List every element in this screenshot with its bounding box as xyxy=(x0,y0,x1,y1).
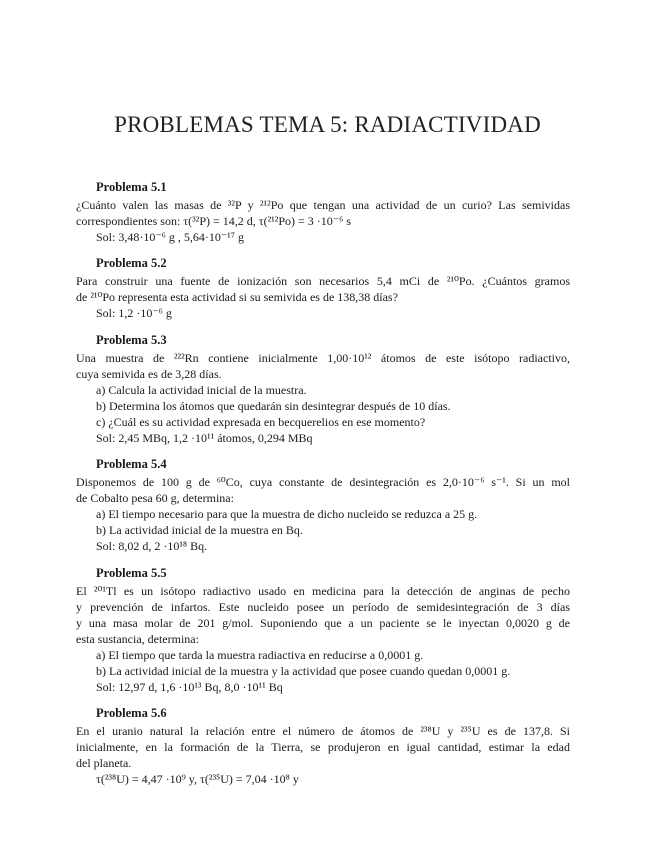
problem-text-line: del planeta. xyxy=(76,756,132,770)
problem-5-3 xyxy=(76,333,570,446)
solution-line: Sol: 12,97 d, 1,6 ·10¹³ Bq, 8,0 ·10¹¹ Bq xyxy=(96,680,283,694)
problem-title: Problema 5.4 xyxy=(96,457,167,471)
solution-line: Sol: 2,45 MBq, 1,2 ·10¹¹ átomos, 0,294 MBq xyxy=(96,431,313,445)
problem-5-1 xyxy=(76,180,570,245)
problem-title: Problema 5.5 xyxy=(96,566,167,580)
problem-text-line: esta sustancia, determina: xyxy=(76,632,199,646)
problem-5-2 xyxy=(76,256,570,321)
problem-text-line: inicialmente, en la formación de la Tierra, se produjeron en igual cantidad, estimar la edad xyxy=(76,740,570,754)
solution-line: Sol: 1,2 ·10⁻⁶ g xyxy=(96,306,172,320)
solution-line: Sol: 3,48·10⁻⁶ g , 5,64·10⁻¹⁷ g xyxy=(96,230,244,244)
problem-text-line: ¿Cuánto valen las masas de ³²P y ²¹²Po que tengan una actividad de un curio? Las semividas xyxy=(76,198,570,212)
problem-text-line: cuya semivida es de 3,28 días. xyxy=(76,367,222,381)
problem-text-line: y una masa molar de 201 g/mol. Suponiendo que a un paciente se le inyectan 0,0020 g de xyxy=(76,616,570,630)
question-item: a) El tiempo que tarda la muestra radiactiva en reducirse a 0,0001 g. xyxy=(96,648,424,662)
problem-5-5 xyxy=(76,566,570,695)
problem-title: Problema 5.1 xyxy=(96,180,167,194)
question-item: a) El tiempo necesario para que la muestra de dicho nucleido se reduzca a 25 g. xyxy=(96,507,478,521)
problem-text-line: de Cobalto pesa 60 g, determina: xyxy=(76,491,234,505)
problem-title: Problema 5.3 xyxy=(96,333,167,347)
problem-5-4 xyxy=(76,457,570,554)
problem-text-line: correspondientes son: τ(³²P) = 14,2 d, τ(²¹²Po) = 3 ·10⁻⁶ s xyxy=(76,214,351,228)
problem-text-line: Disponemos de 100 g de ⁶⁰Co, cuya constante de desintegración es 2,0·10⁻⁶ s⁻¹. Si un mol xyxy=(76,475,570,489)
page-title: PROBLEMAS TEMA 5: RADIACTIVIDAD xyxy=(114,112,541,137)
problem-text-line: El ²⁰¹Tl es un isótopo radiactivo usado en medicina para la detección de anginas de pecho xyxy=(76,584,570,598)
problem-text-line: Una muestra de ²²²Rn contiene inicialmente 1,00·10¹² átomos de este isótopo radiactivo, xyxy=(76,351,570,365)
problem-text-line: y prevención de infartos. Este nucleido posee un período de semidesintegración de 3 días xyxy=(76,600,570,614)
question-item: b) Determina los átomos que quedarán sin desintegrar después de 10 días. xyxy=(96,399,451,413)
question-item: a) Calcula la actividad inicial de la muestra. xyxy=(96,383,307,397)
problem-5-6 xyxy=(76,706,570,787)
problem-text-line: de ²¹⁰Po representa esta actividad si su semivida es de 138,38 días? xyxy=(76,290,398,304)
question-item: b) La actividad inicial de la muestra en Bq. xyxy=(96,523,303,537)
problem-title: Problema 5.2 xyxy=(96,256,167,270)
formula-line: τ(²³⁸U) = 4,47 ·10⁹ y, τ(²³⁵U) = 7,04 ·10⁸ y xyxy=(96,772,299,786)
problem-text-line: En el uranio natural la relación entre el número de átomos de ²³⁸U y ²³⁵U es de 137,8. Si xyxy=(76,724,570,738)
question-item: c) ¿Cuál es su actividad expresada en becquerelios en ese momento? xyxy=(96,415,426,429)
question-item: b) La actividad inicial de la muestra y la actividad que posee cuando quedan 0,0001 g. xyxy=(96,664,511,678)
problem-title: Problema 5.6 xyxy=(96,706,167,720)
solution-line: Sol: 8,02 d, 2 ·10¹⁸ Bq. xyxy=(96,539,208,553)
problem-text-line: Para construir una fuente de ionización son necesarios 5,4 mCi de ²¹⁰Po. ¿Cuántos gramos xyxy=(76,274,570,288)
